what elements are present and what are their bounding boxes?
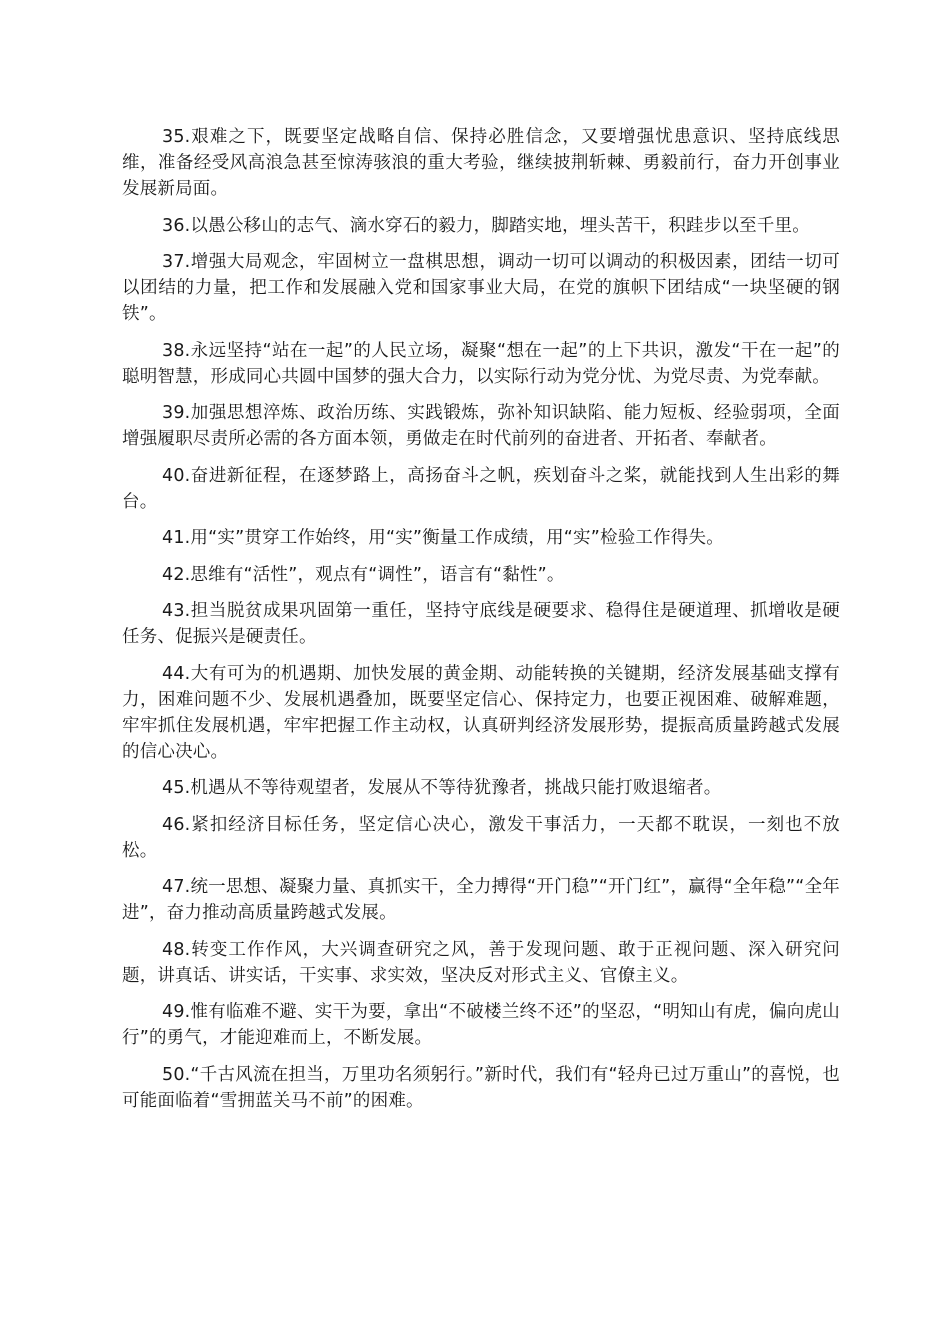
paragraph-35: 35.艰难之下，既要坚定战略自信、保持必胜信念，又要增强忧患意识、坚持底线思维，准备经受风高浪急甚至惊涛骇浪的重大考验，继续披荆斩棘、勇毅前行，奋力开创事业发展新局面。 (122, 127, 840, 199)
paragraph-36: 36.以愚公移山的志气、滴水穿石的毅力，脚踏实地，埋头苦干，积跬步以至千里。 (162, 215, 810, 236)
paragraph-47: 47.统一思想、凝聚力量、真抓实干，全力搏得“开门稳”“开门红”，赢得“全年稳”“全年进”，奋力推动高质量跨越式发展。 (122, 877, 840, 923)
paragraph-45: 45.机遇从不等待观望者，发展从不等待犹豫者，挑战只能打败退缩者。 (162, 778, 722, 798)
paragraph-43: 43.担当脱贫成果巩固第一重任，坚持守底线是硬要求、稳得住是硬道理、抓增收是硬任务、促振兴是硬责任。 (122, 601, 840, 647)
paragraph-37: 37.增强大局观念，牢固树立一盘棋思想，调动一切可以调动的积极因素，团结一切可以团结的力量，把工作和发展融入党和国家事业大局，在党的旗帜下团结成“一块坚硬的钢铁”。 (122, 252, 840, 324)
paragraph-40: 40.奋进新征程，在逐梦路上，高扬奋斗之帆，疾划奋斗之桨，就能找到人生出彩的舞台。 (122, 465, 840, 512)
paragraph-42: 42.思维有“活性”，观点有“调性”，语言有“黏性”。 (162, 564, 565, 585)
paragraph-49: 49.惟有临难不避、实干为要，拿出“不破楼兰终不还”的坚忍，“明知山有虎，偏向虎山行”的勇气，才能迎难而上，不断发展。 (122, 1002, 840, 1048)
document-body (122, 124, 840, 1124)
paragraph-38: 38.永远坚持“站在一起”的人民立场，凝聚“想在一起”的上下共识，激发“干在一起”的聪明智慧，形成同心共圆中国梦的强大合力，以实际行动为党分忧、为党尽责、为党奉献。 (122, 340, 840, 387)
paragraph-48: 48.转变工作作风，大兴调查研究之风，善于发现问题、敢于正视问题、深入研究问题，讲真话、讲实话，干实事、求实效，坚决反对形式主义、官僚主义。 (122, 939, 840, 986)
paragraph-44: 44.大有可为的机遇期、加快发展的黄金期、动能转换的关键期，经济发展基础支撑有力，困难问题不少、发展机遇叠加，既要坚定信心、保持定力，也要正视困难、破解难题，牢牢抓住发展机遇，牢牢把握工作主动权，认真研判经济发展形势，提振高质量跨越式发展的信心决心。 (122, 663, 840, 762)
paragraph-41: 41.用“实”贯穿工作始终，用“实”衡量工作成绩，用“实”检验工作得失。 (162, 528, 724, 548)
paragraph-50: 50.“千古风流在担当，万里功名须躬行。”新时代，我们有“轻舟已过万重山”的喜悦，也可能面临着“雪拥蓝关马不前”的困难。 (122, 1064, 840, 1111)
paragraph-39: 39.加强思想淬炼、政治历练、实践锻炼，弥补知识缺陷、能力短板、经验弱项，全面增强履职尽责所必需的各方面本领，勇做走在时代前列的奋进者、开拓者、奉献者。 (122, 403, 840, 449)
paragraph-46: 46.紧扣经济目标任务，坚定信心决心，激发干事活力，一天都不耽误，一刻也不放松。 (122, 814, 840, 861)
